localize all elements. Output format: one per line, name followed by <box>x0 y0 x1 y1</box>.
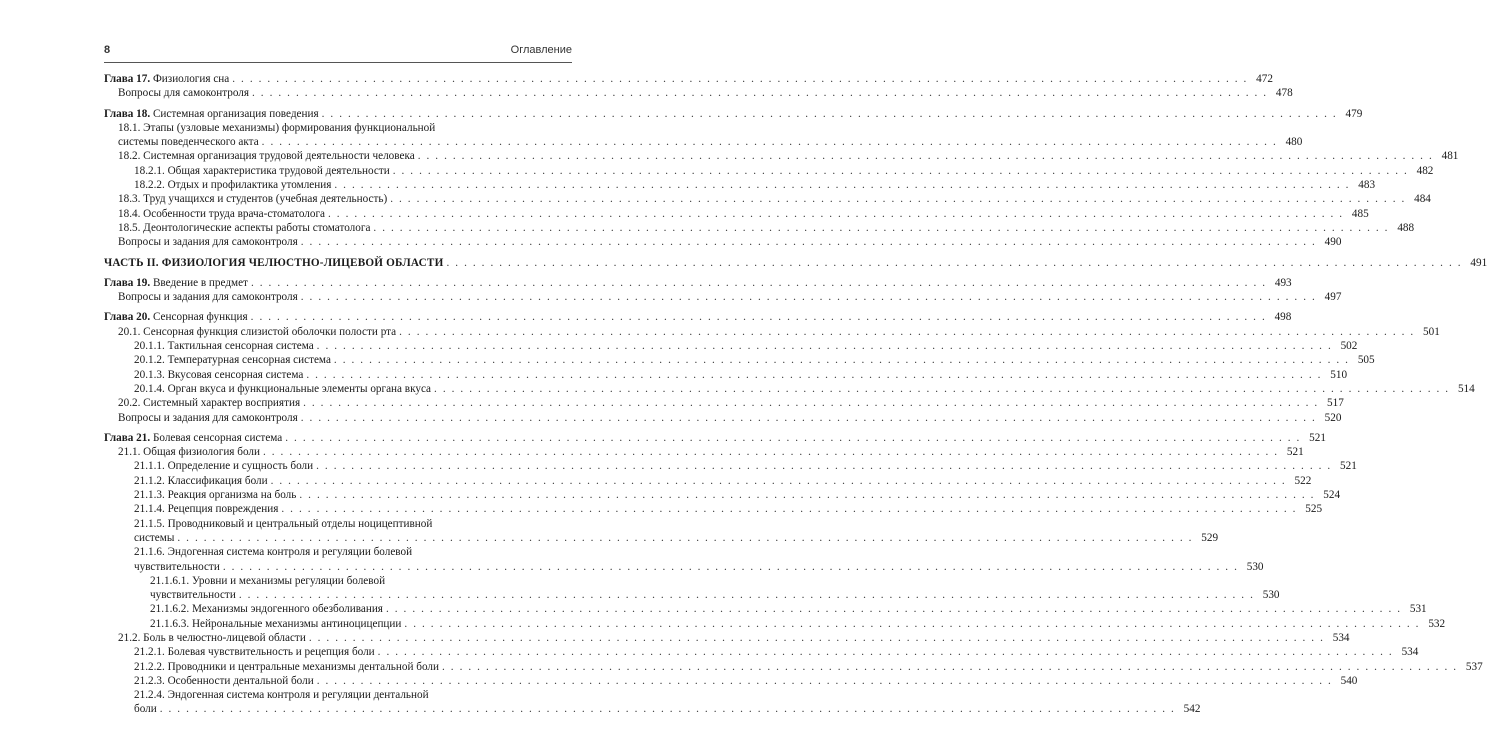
toc-entry <box>104 445 1304 459</box>
toc-entry-title <box>134 517 432 531</box>
toc-entry-title <box>118 396 300 410</box>
entry-text: 21.1.4. Рецепция повреждения <box>134 503 279 516</box>
toc-entry-title <box>118 221 370 235</box>
toc-page-number: 534 <box>1332 631 1350 644</box>
dot-leader <box>442 660 1458 674</box>
toc-entry <box>104 645 1419 659</box>
toc-entry <box>104 560 1264 574</box>
toc-entry <box>104 517 572 531</box>
toc-entry <box>104 353 1375 367</box>
toc-page-number: 522 <box>1294 474 1312 487</box>
toc-entry-title <box>118 207 325 221</box>
entry-text: Вопросы для самоконтроля <box>118 87 249 100</box>
entry-text: 21.1.6. Эндогенная система контроля и регуляции болевой <box>134 546 413 559</box>
dot-leader <box>378 645 1394 659</box>
entry-text: Вопросы и задания для самоконтроля <box>118 411 298 424</box>
toc-entry <box>104 488 1341 502</box>
toc-page-number: 521 <box>1340 460 1357 473</box>
toc-entry-title <box>118 325 396 339</box>
section-title: Оглавление <box>510 44 572 56</box>
toc-entry-title <box>134 459 313 473</box>
toc-page-number: 517 <box>1327 397 1344 410</box>
dot-leader <box>309 631 1325 645</box>
dot-leader <box>434 382 1450 396</box>
toc-entry <box>104 602 1427 616</box>
toc-entry-title <box>104 310 248 324</box>
toc-page-number: 488 <box>1397 221 1415 234</box>
toc-page-number: 502 <box>1340 340 1358 353</box>
dot-leader <box>232 72 1248 86</box>
entry-text: Сенсорная функция <box>150 311 248 324</box>
toc-entry <box>104 660 1483 674</box>
toc-page-number: 532 <box>1428 617 1446 630</box>
dot-leader <box>317 339 1333 353</box>
toc-entry-title <box>104 107 319 121</box>
toc-entry-title <box>134 164 390 178</box>
entry-text: 21.2.4. Эндогенная система контроля и регуляции дентальной <box>134 689 429 702</box>
toc-entry-title <box>134 674 314 688</box>
chapter-label: Глава 17. <box>104 73 151 85</box>
entry-text: ЧАСТЬ II. ФИЗИОЛОГИЯ ЧЕЛЮСТНО-ЛИЦЕВОЙ ОБЛАСТИ <box>104 256 444 269</box>
dot-leader <box>390 192 1406 206</box>
entry-text: Системная организация поведения <box>150 107 319 120</box>
toc-entry <box>104 207 1369 221</box>
toc-page-number: 530 <box>1246 560 1264 573</box>
toc-entry <box>104 531 1219 545</box>
entry-text: 21.2.1. Болевая чувствительность и рецепция боли <box>134 646 375 659</box>
running-head <box>104 44 572 60</box>
entry-text: 18.4. Особенности труда врача-стоматолога <box>118 207 326 220</box>
dot-leader <box>322 107 1338 121</box>
entry-text: Физиология сна <box>150 73 230 85</box>
entry-text: 21.1.6.2. Механизмы эндогенного обезболивания <box>150 603 383 616</box>
entry-text: 21.1.5. Проводниковый и центральный отделы ноцицептивной <box>134 517 433 530</box>
toc-entry <box>104 290 1342 304</box>
dot-leader <box>301 411 1317 425</box>
entry-text: 18.3. Труд учащихся и студентов (учебная деятельность) <box>118 193 388 206</box>
toc-page-number: 524 <box>1323 489 1341 502</box>
toc-entry-title <box>104 72 229 86</box>
dot-leader <box>252 86 1268 100</box>
toc-entry <box>104 502 1323 516</box>
entry-text: Вопросы и задания для самоконтроля <box>118 291 298 304</box>
table-of-contents <box>104 72 1487 717</box>
chapter-label: Глава 19. <box>104 276 151 289</box>
toc-entry <box>104 545 572 559</box>
dot-leader <box>373 221 1389 235</box>
toc-entry-title <box>134 353 331 367</box>
header-rule <box>104 62 572 63</box>
toc-entry <box>104 192 1431 206</box>
toc-page-number: 537 <box>1465 660 1483 673</box>
dot-leader <box>399 325 1415 339</box>
dot-leader <box>299 488 1315 502</box>
toc-page-number: 520 <box>1324 411 1342 424</box>
toc-entry-title <box>118 411 298 425</box>
toc-entry-title <box>118 121 435 135</box>
toc-entry-title <box>134 382 431 396</box>
toc-page-number: 482 <box>1416 164 1434 177</box>
dot-leader <box>306 368 1322 382</box>
entry-text: 18.2.1. Общая характеристика трудовой деятельности <box>134 164 390 177</box>
dot-leader <box>301 235 1317 249</box>
toc-page-number: 490 <box>1324 236 1342 249</box>
dot-leader <box>223 560 1239 574</box>
toc-entry <box>104 310 1292 324</box>
entry-text: Болевая сенсорная система <box>150 431 283 444</box>
toc-entry <box>104 459 1357 473</box>
toc-entry-title <box>118 235 298 249</box>
dot-leader <box>271 474 1287 488</box>
chapter-label: Глава 20. <box>104 311 151 324</box>
entry-text: 20.1.4. Орган вкуса и функциональные элементы органа вкуса <box>134 382 432 395</box>
toc-page-number: 540 <box>1340 674 1358 687</box>
chapter-label: Глава 21. <box>104 431 151 444</box>
toc-entry-title <box>104 431 282 445</box>
toc-entry <box>104 617 1446 631</box>
toc-entry <box>104 256 1487 270</box>
toc-entry <box>104 135 1303 149</box>
toc-entry-title <box>134 502 278 516</box>
toc-entry <box>104 149 1459 163</box>
dot-leader <box>251 310 1267 324</box>
dot-leader <box>239 588 1255 602</box>
dot-leader <box>263 445 1279 459</box>
toc-entry <box>104 164 1434 178</box>
toc-entry-title <box>134 488 296 502</box>
toc-page-number: 485 <box>1351 207 1369 220</box>
entry-text: системы <box>134 531 175 544</box>
toc-entry <box>104 72 1273 86</box>
dot-leader <box>334 178 1350 192</box>
toc-page-number: 472 <box>1256 73 1273 85</box>
dot-leader <box>251 276 1267 290</box>
toc-entry-title <box>104 256 443 270</box>
entry-text: 21.2.2. Проводники и центральные механизмы дентальной боли <box>134 660 439 673</box>
toc-entry <box>104 382 1475 396</box>
toc-page-number: 483 <box>1358 179 1376 192</box>
entry-text: 21.1.1. Определение и сущность боли <box>134 460 314 473</box>
toc-entry-title <box>134 368 303 382</box>
toc-entry-title <box>134 545 412 559</box>
toc-entry-title <box>150 588 236 602</box>
toc-page-number: 534 <box>1401 646 1419 659</box>
toc-entry <box>104 121 572 135</box>
toc-entry-title <box>134 688 429 702</box>
toc-page-number: 491 <box>1470 256 1487 269</box>
dot-leader <box>177 531 1193 545</box>
dot-leader <box>262 135 1278 149</box>
dot-leader <box>393 164 1409 178</box>
entry-text: 20.1.1. Тактильная сенсорная система <box>134 340 314 353</box>
toc-page-number: 478 <box>1275 87 1293 100</box>
toc-entry <box>104 325 1440 339</box>
toc-entry-title <box>104 276 248 290</box>
toc-entry-title <box>118 445 260 459</box>
toc-page-number: 481 <box>1441 150 1459 163</box>
dot-leader <box>281 502 1297 516</box>
toc-entry <box>104 276 1292 290</box>
toc-entry <box>104 411 1342 425</box>
entry-text: 21.1.6.3. Нейрональные механизмы антиноцицепции <box>150 617 402 630</box>
toc-entry <box>104 221 1415 235</box>
dot-leader <box>285 431 1301 445</box>
entry-text: системы поведенческого акта <box>118 136 259 149</box>
entry-text: 21.1.6.1. Уровни и механизмы регуляции болевой <box>150 574 386 587</box>
toc-entry <box>104 368 1348 382</box>
entry-text: 21.1. Общая физиология боли <box>118 446 260 459</box>
toc-entry-title <box>134 645 375 659</box>
entry-text: 21.1.2. Классификация боли <box>134 474 268 487</box>
entry-text: 21.2. Боль в челюстно-лицевой области <box>118 631 306 644</box>
toc-entry-title <box>118 86 249 100</box>
dot-leader <box>303 396 1319 410</box>
toc-page-number: 510 <box>1330 368 1348 381</box>
toc-page-number: 514 <box>1457 382 1475 395</box>
toc-entry <box>104 235 1342 249</box>
entry-text: 18.5. Деонтологические аспекты работы стоматолога <box>118 221 371 234</box>
toc-entry-title <box>134 560 220 574</box>
dot-leader <box>446 256 1462 270</box>
dot-leader <box>404 617 1420 631</box>
dot-leader <box>316 459 1332 473</box>
toc-entry-title <box>150 617 401 631</box>
entry-text: чувствительности <box>134 560 220 573</box>
entry-text: 21.2.3. Особенности дентальной боли <box>134 674 314 687</box>
toc-entry <box>104 688 572 702</box>
entry-text: Вопросы и задания для самоконтроля <box>118 236 298 249</box>
entry-text: 20.2. Системный характер восприятия <box>118 397 301 410</box>
toc-entry <box>104 396 1344 410</box>
toc-entry-title <box>118 290 298 304</box>
toc-entry <box>104 107 1363 121</box>
toc-entry <box>104 431 1326 445</box>
entry-text: чувствительности <box>150 589 236 602</box>
toc-entry <box>104 674 1358 688</box>
toc-entry-title <box>118 135 259 149</box>
toc-entry-title <box>134 531 174 545</box>
toc-page-number: 531 <box>1409 603 1427 616</box>
toc-entry-title <box>118 192 387 206</box>
toc-page-number: 493 <box>1274 276 1292 289</box>
toc-entry <box>104 574 572 588</box>
entry-text: 20.1.2. Температурная сенсорная система <box>134 354 331 367</box>
toc-entry-title <box>118 631 306 645</box>
toc-entry <box>104 474 1312 488</box>
toc-page-number: 521 <box>1309 431 1326 444</box>
entry-text: 21.1.3. Реакция организма на боль <box>134 489 297 502</box>
toc-entry-title <box>134 474 268 488</box>
toc-page-number: 501 <box>1423 325 1440 338</box>
dot-leader <box>160 702 1176 716</box>
toc-entry-title <box>134 702 157 716</box>
dot-leader <box>334 353 1350 367</box>
toc-entry <box>104 702 1201 716</box>
entry-text: боли <box>134 703 157 716</box>
page-number: 8 <box>104 44 111 56</box>
toc-page-number: 480 <box>1285 136 1303 149</box>
toc-entry-title <box>134 339 314 353</box>
entry-text: Введение в предмет <box>150 276 248 289</box>
toc-page-number: 484 <box>1414 193 1431 206</box>
dot-leader <box>418 149 1434 163</box>
toc-page-number: 521 <box>1286 446 1304 459</box>
entry-text: 20.1.3. Вкусовая сенсорная система <box>134 368 304 381</box>
entry-text: 20.1. Сенсорная функция слизистой оболочки полости рта <box>118 325 397 338</box>
toc-page-number: 505 <box>1357 354 1375 367</box>
toc-page-number: 525 <box>1305 503 1323 516</box>
toc-entry <box>104 631 1350 645</box>
toc-entry-title <box>134 178 331 192</box>
dot-leader <box>386 602 1402 616</box>
toc-entry-title <box>134 660 439 674</box>
toc-page-number: 498 <box>1274 311 1292 324</box>
toc-entry <box>104 86 1293 100</box>
dot-leader <box>317 674 1333 688</box>
dot-leader <box>328 207 1344 221</box>
toc-entry-title <box>150 602 383 616</box>
toc-entry-title <box>150 574 385 588</box>
entry-text: 18.2.2. Отдых и профилактика утомления <box>134 179 332 192</box>
entry-text: 18.1. Этапы (узловые механизмы) формирования функциональной <box>118 121 436 134</box>
chapter-label: Глава 18. <box>104 107 151 120</box>
toc-entry-title <box>118 149 415 163</box>
toc-page-number: 479 <box>1345 107 1363 120</box>
toc-entry <box>104 178 1376 192</box>
toc-page-number: 542 <box>1183 703 1201 716</box>
entry-text: 18.2. Системная организация трудовой деятельности человека <box>118 150 415 163</box>
toc-page-number: 529 <box>1201 531 1219 544</box>
toc-page-number: 530 <box>1262 589 1280 602</box>
toc-entry <box>104 339 1358 353</box>
toc-entry <box>104 588 1280 602</box>
toc-page-number: 497 <box>1324 291 1342 304</box>
dot-leader <box>301 290 1317 304</box>
